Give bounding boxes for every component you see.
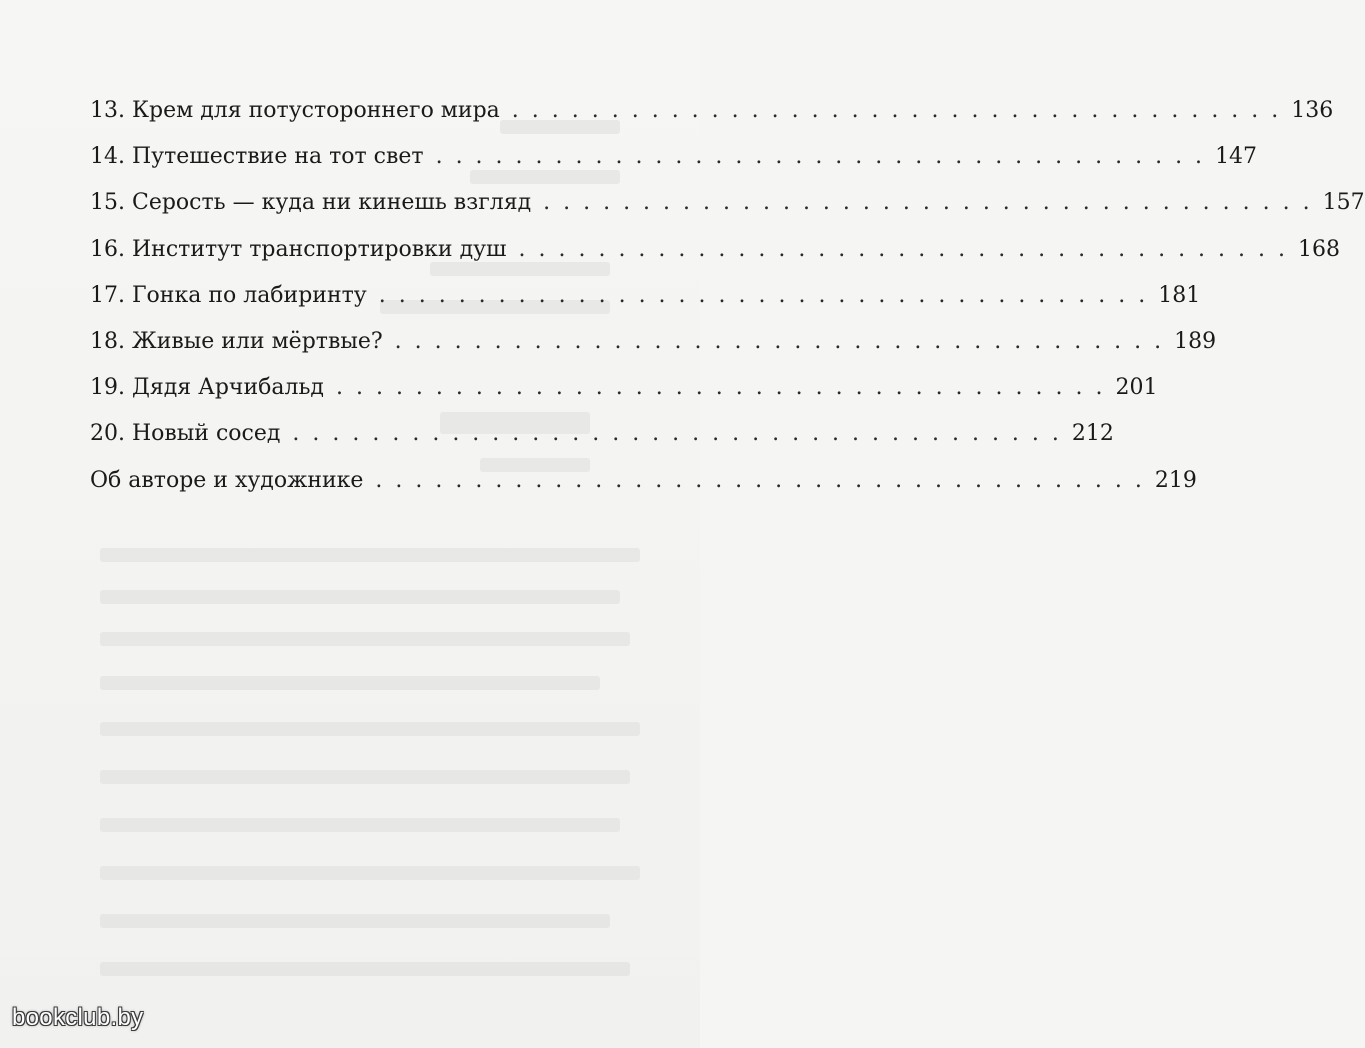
toc-dot-leader: . . . . . . . . . . . . . . . . . . . . . . . . . . . . . . . . . . . . . . . — [394, 328, 1165, 354]
toc-dot-leader: . . . . . . . . . . . . . . . . . . . . . . . . . . . . . . . . . . . . . . . — [335, 375, 1106, 401]
toc-entry — [90, 458, 1197, 504]
toc-page-number: 136 — [1291, 98, 1334, 123]
toc-entry-title: 16. Институт транспортировки душ — [90, 236, 507, 262]
toc-entry — [90, 88, 1334, 134]
toc-entry-title: Об авторе и художнике — [90, 467, 364, 493]
toc-page-number: 157 — [1322, 190, 1365, 216]
toc-entry — [90, 411, 1114, 457]
toc-page-number: 189 — [1174, 328, 1217, 354]
toc-dot-leader: . . . . . . . . . . . . . . . . . . . . . . . . . . . . . . . . . . . . . . . — [435, 144, 1206, 170]
toc-entry — [90, 365, 1158, 411]
toc-page-number: 147 — [1215, 144, 1258, 170]
toc-entry-title: 17. Гонка по лабиринту — [90, 282, 367, 308]
toc-entry — [90, 319, 1217, 365]
toc-dot-leader: . . . . . . . . . . . . . . . . . . . . . . . . . . . . . . . . . . . . . . . — [518, 236, 1288, 262]
toc-entry — [90, 273, 1201, 319]
toc-page-number: 168 — [1298, 236, 1340, 262]
toc-dot-leader: . . . . . . . . . . . . . . . . . . . . . . . . . . . . . . . . . . . . . . . — [378, 282, 1149, 308]
toc-dot-leader: . . . . . . . . . . . . . . . . . . . . . . . . . . . . . . . . . . . . . . . — [511, 98, 1282, 123]
toc-entry-title: 20. Новый сосед — [90, 421, 281, 447]
toc-page-number: 201 — [1115, 375, 1158, 401]
toc-entry — [90, 227, 1340, 273]
toc-entry-title: 14. Путешествие на тот свет — [90, 144, 424, 170]
toc-page-number: 219 — [1154, 467, 1197, 493]
site-watermark: bookclub.by — [12, 1004, 144, 1031]
toc-entry-title: 15. Серость — куда ни кинешь взгляд — [90, 190, 532, 216]
toc-dot-leader: . . . . . . . . . . . . . . . . . . . . . . . . . . . . . . . . . . . . . . . — [375, 467, 1145, 493]
toc-entry-title: 13. Крем для потустороннего мира — [90, 98, 500, 123]
toc-page-number: 212 — [1071, 421, 1114, 447]
toc-dot-leader: . . . . . . . . . . . . . . . . . . . . . . . . . . . . . . . . . . . . . . . — [543, 190, 1313, 216]
toc-page-number: 181 — [1158, 282, 1201, 308]
toc-entry-title: 19. Дядя Арчибальд — [90, 375, 324, 401]
toc-dot-leader: . . . . . . . . . . . . . . . . . . . . . . . . . . . . . . . . . . . . . . . — [292, 421, 1062, 447]
toc-entry-title: 18. Живые или мёртвые? — [90, 328, 383, 354]
toc-entry — [90, 134, 1258, 180]
table-of-contents — [90, 88, 1365, 504]
toc-entry — [90, 180, 1365, 226]
